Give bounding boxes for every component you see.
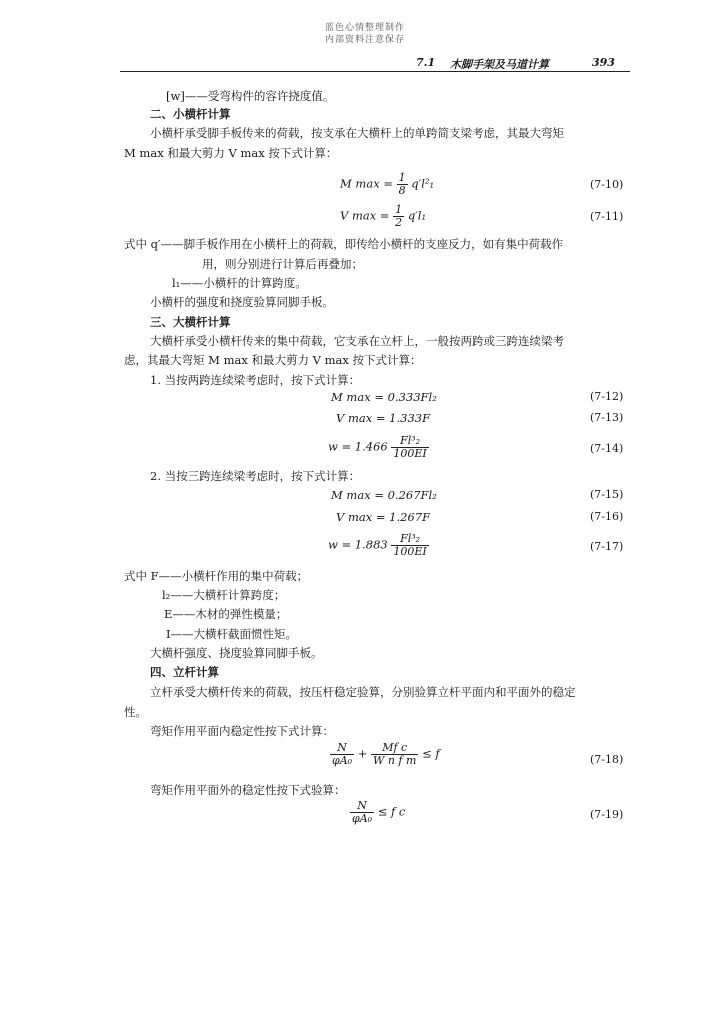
eq11-fraction <box>393 204 404 229</box>
eq18-num2: Mf c <box>371 742 418 755</box>
section-2-heading: 二、小横杆计算 <box>150 107 231 121</box>
eq17-den: 100EI <box>393 545 427 558</box>
where-E: E——木材的弹性模量； <box>164 607 288 621</box>
eq11-rhs: q′l₁ <box>407 208 427 223</box>
equation-7-13: V max = 1.333F <box>336 411 431 425</box>
eq10-fraction <box>397 172 408 197</box>
where-F: 式中 F——小横杆作用的集中荷载； <box>124 569 309 583</box>
eq17-num: Fl³₂ <box>391 533 428 546</box>
eq-number-7-12: (7-12) <box>590 390 624 403</box>
eq-number-7-19: (7-19) <box>590 808 624 821</box>
eq18-num1: N <box>330 742 354 755</box>
eq10-num: 1 <box>398 171 406 184</box>
s4-paragraph-3: 弯矩作用平面外的稳定性按下式验算： <box>150 783 346 797</box>
page-number: 393 <box>592 56 615 69</box>
eq18-fraction-2 <box>371 742 418 767</box>
header-section: 7.1 <box>416 56 436 69</box>
eq-number-7-10: (7-10) <box>590 178 624 191</box>
section-3-heading: 三、大横杆计算 <box>150 315 231 329</box>
eq14-fraction <box>391 435 428 460</box>
eq18-den2: W n f m <box>373 754 417 767</box>
eq14-den: 100EI <box>393 447 427 460</box>
s3-paragraph-line2: 虑，其最大弯矩 M max 和最大剪力 V max 按下式计算： <box>124 353 422 367</box>
eq18-fraction-1 <box>330 742 354 767</box>
equation-7-14 <box>328 435 429 460</box>
case-1: 1. 当按两跨连续梁考虑时，按下式计算： <box>150 373 361 387</box>
eq19-tail: ≤ f c <box>377 804 406 819</box>
s3-note: 大横杆强度、挠度验算同脚手板。 <box>150 646 323 660</box>
equation-7-18 <box>330 742 440 767</box>
eq-number-7-18: (7-18) <box>590 753 624 766</box>
s4-paragraph-2: 弯矩作用平面内稳定性按下式计算： <box>150 724 334 738</box>
eq19-den: φA₀ <box>352 812 373 825</box>
case-2: 2. 当按三跨连续梁考虑时，按下式计算： <box>150 469 361 483</box>
watermark-line1: 蓝色心情整理制作 <box>325 23 406 33</box>
eq18-plus: + <box>357 746 368 761</box>
section-4-heading: 四、立杆计算 <box>150 665 219 679</box>
header-rule <box>120 71 630 72</box>
eq17-lhs: w = 1.883 <box>328 537 388 552</box>
eq14-lhs: w = 1.466 <box>328 439 388 454</box>
s2-note: 小横杆的强度和挠度验算同脚手板。 <box>150 295 334 309</box>
where-q-cont: 用，则分别进行计算后再叠加； <box>202 257 363 271</box>
eq-number-7-11: (7-11) <box>590 210 624 223</box>
s4-paragraph-line2: 性。 <box>124 705 147 719</box>
eq19-fraction <box>350 800 374 825</box>
where-q: 式中 q′——脚手板作用在小横杆上的荷载，即传给小横杆的支座反力，如有集中荷载作 <box>124 237 564 251</box>
eq11-den: 2 <box>395 216 403 229</box>
equation-7-16: V max = 1.267F <box>336 510 431 524</box>
s3-paragraph-line1: 大横杆承受小横杆传来的集中荷载，它支承在立杆上，一般按两跨或三跨连续梁考 <box>150 334 564 348</box>
eq18-tail: ≤ f <box>422 746 440 761</box>
eq-number-7-16: (7-16) <box>590 510 624 523</box>
eq17-fraction <box>391 533 428 558</box>
eq10-den: 8 <box>398 184 406 197</box>
equation-7-15: M max = 0.267Fl₂ <box>331 488 437 502</box>
eq10-lhs: M max = <box>340 176 397 191</box>
s2-paragraph-line2: M max 和最大剪力 V max 按下式计算： <box>124 146 338 160</box>
eq-number-7-17: (7-17) <box>590 540 624 553</box>
eq-number-7-13: (7-13) <box>590 411 624 424</box>
watermark-line2: 内部资料注意保存 <box>325 35 406 45</box>
eq11-num: 1 <box>395 203 403 216</box>
equation-7-17 <box>328 533 429 558</box>
eq-number-7-15: (7-15) <box>590 488 624 501</box>
eq11-lhs: V max = <box>340 208 394 223</box>
w-definition: [w]——受弯构件的容许挠度值。 <box>166 89 335 103</box>
eq-number-7-14: (7-14) <box>590 442 624 455</box>
s4-paragraph-line1: 立杆承受大横杆传来的荷载，按压杆稳定验算，分别验算立杆平面内和平面外的稳定 <box>150 685 576 699</box>
where-I: I——大横杆截面惯性矩。 <box>166 627 298 641</box>
equation-7-12: M max = 0.333Fl₂ <box>331 390 437 404</box>
equation-7-19 <box>350 800 405 825</box>
equation-7-11 <box>340 204 426 229</box>
header-title: 木脚手架及马道计算 <box>450 58 549 71</box>
eq10-rhs: q′l²₁ <box>411 176 435 191</box>
eq14-num: Fl³₂ <box>391 435 428 448</box>
s2-paragraph-line1: 小横杆承受脚手板传来的荷载，按支承在大横杆上的单跨简支梁考虑，其最大弯矩 <box>150 126 564 140</box>
eq19-num: N <box>350 800 374 813</box>
equation-7-10 <box>340 172 434 197</box>
where-l1: l₁——小横杆的计算跨度。 <box>172 276 307 290</box>
eq18-den1: φA₀ <box>332 754 353 767</box>
where-l2: l₂——大横杆计算跨度； <box>162 588 286 602</box>
